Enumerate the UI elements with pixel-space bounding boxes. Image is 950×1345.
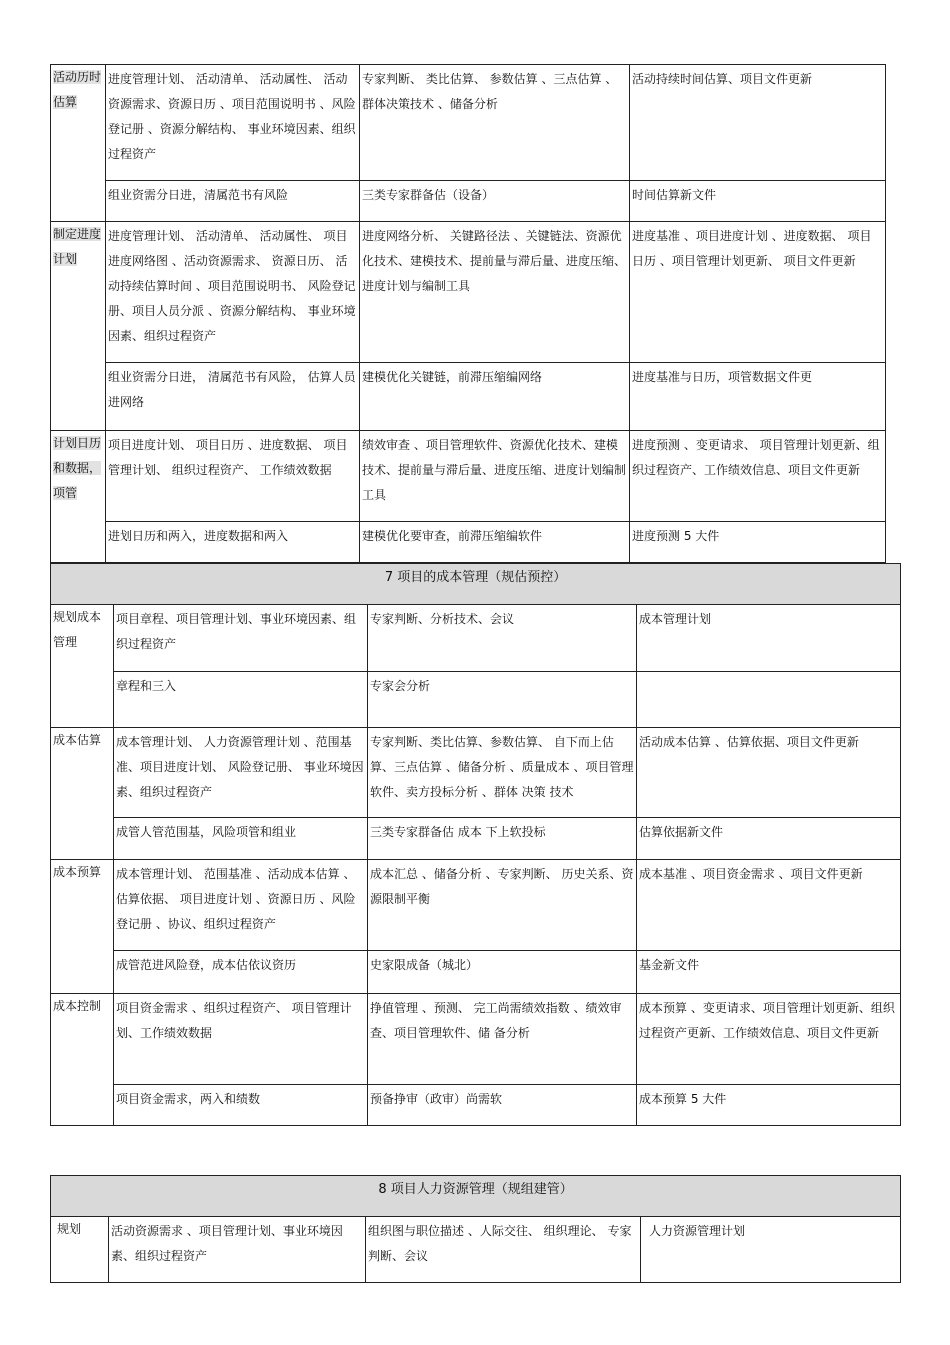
tools-cell: 专家判断、分析技术、会议 bbox=[368, 605, 637, 672]
process-label: 制定进度计划 bbox=[51, 222, 106, 431]
process-label: 成本控制 bbox=[51, 994, 114, 1126]
tools-cell: 绩效审查 、项目管理软件、资源优化技术、建模技术、提前量与滞后量、进度压缩、进度计划编制工具 bbox=[360, 431, 630, 522]
mnemonic-tools-cell: 三类专家群备估（设备） bbox=[360, 181, 630, 222]
schedule-management-table bbox=[50, 64, 886, 563]
mnemonic-tools-cell: 建模优化要审查，前滞压缩编软件 bbox=[360, 522, 630, 563]
process-label: 活动历时估算 bbox=[51, 65, 106, 222]
tools-cell: 组织图与职位描述 、人际交往、 组织理论、 专家判断、会议 bbox=[366, 1217, 641, 1283]
mnemonic-outputs-cell: 成本预算 5 大件 bbox=[637, 1085, 901, 1126]
outputs-cell: 活动成本估算 、估算依据、项目文件更新 bbox=[637, 728, 901, 818]
outputs-cell: 成本基准 、项目资金需求 、项目文件更新 bbox=[637, 860, 901, 951]
mnemonic-outputs-cell: 基金新文件 bbox=[637, 951, 901, 994]
mnemonic-inputs-cell: 项目资金需求，两入和绩数 bbox=[114, 1085, 368, 1126]
inputs-cell: 进度管理计划、 活动清单、 活动属性、 项目进度网络图 、活动资源需求、 资源日历、 活动持续估算时间 、项目范围说明书、 风险登记册、项目人员分派 、资源分解结构、 事业环境因素、组织过程资产 bbox=[106, 222, 360, 363]
tools-cell: 专家判断、类比估算、参数估算、 自下而上估算、三点估算 、储备分析 、质量成本 、项目管理 软件、卖方投标分析 、群体 决策 技术 bbox=[368, 728, 637, 818]
process-label: 计划日历和数据，项管 bbox=[51, 431, 106, 563]
outputs-cell: 人力资源管理计划 bbox=[641, 1217, 901, 1283]
mnemonic-tools-cell: 建模优化关键链，前滞压缩编网络 bbox=[360, 363, 630, 431]
section-title: 7 项目的成本管理（规估预控） bbox=[51, 564, 901, 605]
inputs-cell: 进度管理计划、 活动清单、 活动属性、 活动资源需求、资源日历 、项目范围说明书 、风险登记册 、资源分解结构、 事业环境因素、组织过程资产 bbox=[106, 65, 360, 181]
mnemonic-inputs-cell: 组业资需分日进，清属范书有风险 bbox=[106, 181, 360, 222]
inputs-cell: 项目资金需求 、组织过程资产、 项目管理计划、工作绩效数据 bbox=[114, 994, 368, 1085]
mnemonic-outputs-cell bbox=[637, 672, 901, 728]
inputs-cell: 成本管理计划、 范围基准 、活动成本估算 、估算依据、 项目进度计划 、资源日历 、风险登记册 、协议、组织过程资产 bbox=[114, 860, 368, 951]
outputs-cell: 成本管理计划 bbox=[637, 605, 901, 672]
inputs-cell: 成本管理计划、 人力资源管理计划 、范围基准、项目进度计划、 风险登记册、 事业环境因素、组织过程资产 bbox=[114, 728, 368, 818]
mnemonic-tools-cell: 史家限成备（城北） bbox=[368, 951, 637, 994]
tools-cell: 成本汇总 、储备分析 、专家判断、 历史关系、资源限制平衡 bbox=[368, 860, 637, 951]
process-label: 成本预算 bbox=[51, 860, 114, 994]
mnemonic-inputs-cell: 进划日历和两入，进度数据和两入 bbox=[106, 522, 360, 563]
mnemonic-outputs-cell: 时间估算新文件 bbox=[630, 181, 886, 222]
tools-cell: 挣值管理 、预测、 完工尚需绩效指数 、绩效审查、项目管理软件、储 备分析 bbox=[368, 994, 637, 1085]
mnemonic-tools-cell: 专家会分析 bbox=[368, 672, 637, 728]
inputs-cell: 项目进度计划、 项目日历 、进度数据、 项目管理计划、 组织过程资产、 工作绩效数据 bbox=[106, 431, 360, 522]
outputs-cell: 进度基准 、项目进度计划 、进度数据、 项目日历 、项目管理计划更新、 项目文件更新 bbox=[630, 222, 886, 363]
outputs-cell: 进度预测 、变更请求、 项目管理计划更新、组织过程资产、工作绩效信息、项目文件更新 bbox=[630, 431, 886, 522]
inputs-cell: 项目章程、项目管理计划、事业环境因素、组织过程资产 bbox=[114, 605, 368, 672]
mnemonic-inputs-cell: 章程和三入 bbox=[114, 672, 368, 728]
inputs-cell: 活动资源需求 、项目管理计划、事业环境因素、组织过程资产 bbox=[109, 1217, 366, 1283]
section-title: 8 项目人力资源管理（规组建管） bbox=[51, 1176, 901, 1217]
mnemonic-inputs-cell: 成管人管范围基，风险项管和组业 bbox=[114, 818, 368, 860]
outputs-cell: 成本预算 、变更请求、项目管理计划更新、组织过程资产更新、工作绩效信息、项目文件更新 bbox=[637, 994, 901, 1085]
outputs-cell: 活动持续时间估算、项目文件更新 bbox=[630, 65, 886, 181]
mnemonic-tools-cell: 预备挣审（政审）尚需软 bbox=[368, 1085, 637, 1126]
process-label: 成本估算 bbox=[51, 728, 114, 860]
mnemonic-outputs-cell: 进度预测 5 大件 bbox=[630, 522, 886, 563]
process-label: 规划成本管理 bbox=[51, 605, 114, 728]
mnemonic-tools-cell: 三类专家群备估 成本 下上软投标 bbox=[368, 818, 637, 860]
mnemonic-inputs-cell: 组业资需分日进， 清属范书有风险， 估算人员进网络 bbox=[106, 363, 360, 431]
tools-cell: 专家判断、 类比估算、 参数估算 、三点估算 、群体决策技术 、储备分析 bbox=[360, 65, 630, 181]
mnemonic-inputs-cell: 成管范进风险登，成本估依议资历 bbox=[114, 951, 368, 994]
mnemonic-outputs-cell: 进度基准与日历，项管数据文件更 bbox=[630, 363, 886, 431]
tools-cell: 进度网络分析、 关键路径法 、关键链法、资源优化技术、建模技术、提前量与滞后量、进度压缩、进度计划与编制工具 bbox=[360, 222, 630, 363]
hr-management-table bbox=[50, 1175, 901, 1283]
mnemonic-outputs-cell: 估算依据新文件 bbox=[637, 818, 901, 860]
process-label: 规划 bbox=[51, 1217, 109, 1283]
cost-management-table bbox=[50, 563, 901, 1126]
